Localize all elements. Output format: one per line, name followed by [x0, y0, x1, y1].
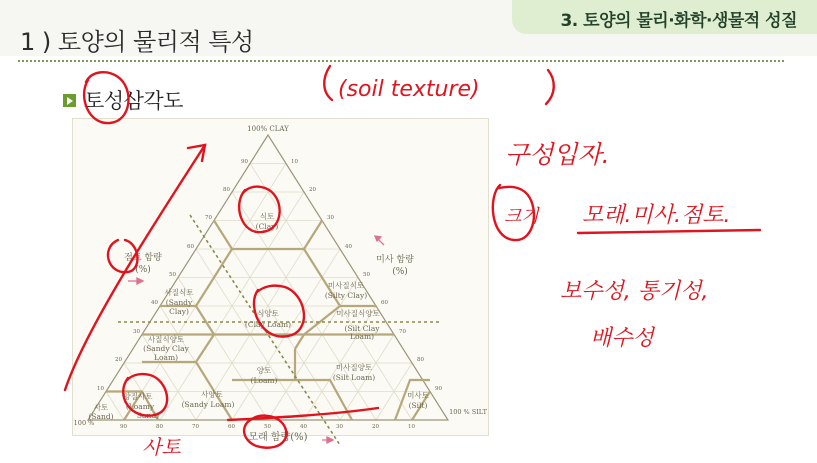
bottom-tick: 50 [264, 424, 271, 430]
class-silty-clay-loam-en: (Silt Clay [344, 324, 380, 333]
class-clay-ko: 식토 [259, 212, 275, 221]
class-sandy-loam-en: (Sandy Loam) [181, 400, 235, 409]
sand-corner-label: 100 % [73, 419, 95, 427]
note-size-list: 모래.미사.점토. [582, 203, 731, 228]
class-sandy-clay-en: (Sandy [165, 298, 193, 307]
class-loamy-sand-en2: Sand) [136, 411, 160, 420]
right-tick: 20 [309, 187, 316, 193]
section-title: 3. 토양의 물리·화학·생물적 성질 [560, 11, 797, 31]
right-tick: 30 [327, 215, 334, 221]
class-clay-loam-en: (Clay Loam) [244, 320, 292, 329]
texture-class-labels [88, 211, 429, 421]
left-tick: 20 [115, 357, 122, 363]
bottom-tick: 60 [228, 424, 235, 430]
right-tick: 90 [435, 386, 442, 392]
left-axis-unit: (%) [135, 265, 151, 275]
note-sand: 사토 [142, 435, 181, 459]
class-sand-ko: 사토 [93, 403, 109, 412]
class-sandy-clay-en2: Clay) [169, 307, 189, 316]
note-properties-1: 보수성, 통기성, [560, 279, 709, 304]
subtitle-label: 토성삼각도 [84, 89, 183, 113]
bottom-tick: 10 [408, 424, 415, 430]
left-tick: 70 [205, 215, 212, 221]
class-silty-clay-ko: 미사질식토 [327, 281, 365, 290]
page-title: 1 ) 토양의 물리적 특성 [20, 28, 254, 56]
circle-subtitle [84, 72, 128, 123]
class-clay-en: (Clay) [255, 222, 279, 231]
class-silty-clay-loam-en2: Loam) [349, 332, 375, 341]
class-loam-ko: 양토 [256, 366, 272, 375]
silt-corner-label: 100 % SILT [449, 408, 487, 416]
class-silt-ko: 미사토 [407, 391, 429, 400]
apex-label: 100% CLAY [247, 125, 289, 133]
tick-labels [97, 159, 442, 430]
class-loam-en: (Loam) [250, 376, 278, 385]
bottom-tick: 80 [156, 424, 163, 430]
left-tick: 10 [97, 386, 104, 392]
bracket-left [324, 66, 332, 100]
note-properties-2: 배수성 [590, 326, 654, 351]
class-silty-clay-en: (Silty Clay) [324, 291, 368, 300]
class-sandy-clay-loam-en: (Sandy Clay [143, 344, 189, 353]
bottom-tick: 70 [192, 424, 199, 430]
bottom-axis-label: 모래 함량(%) [248, 432, 308, 443]
bracket-right [546, 70, 554, 104]
class-loamy-sand-ko: 양질사토 [123, 392, 153, 401]
bottom-tick: 30 [336, 424, 343, 430]
right-tick: 80 [417, 357, 424, 363]
class-silt-loam-en: (Silt Loam) [332, 373, 376, 382]
right-tick: 50 [363, 272, 370, 278]
left-tick: 80 [223, 187, 230, 193]
right-axis-unit: (%) [392, 267, 408, 277]
class-silt-en: (Silt) [408, 401, 428, 410]
right-tick: 60 [381, 300, 388, 306]
left-tick: 50 [169, 272, 176, 278]
class-silt-loam-ko: 미사질양토 [335, 363, 373, 372]
left-tick: 40 [151, 300, 158, 306]
class-sand-en: (Sand) [88, 412, 114, 421]
left-axis-label: 점토 함량 [124, 253, 162, 263]
right-tick: 70 [399, 329, 406, 335]
bottom-tick: 20 [372, 424, 379, 430]
bottom-tick: 40 [300, 424, 307, 430]
class-loamy-sand-en: (Loamy [125, 402, 155, 411]
class-sandy-clay-loam-en2: Loam) [153, 353, 179, 362]
right-tick: 40 [345, 244, 352, 250]
bottom-tick: 90 [120, 424, 127, 430]
note-soil-texture: (soil texture) [338, 77, 480, 102]
class-sandy-clay-ko: 사질식토 [164, 288, 194, 297]
left-tick: 90 [241, 159, 248, 165]
left-tick: 60 [187, 244, 194, 250]
class-silty-clay-loam-ko: 미사질식양토 [336, 309, 380, 318]
class-sandy-loam-ko: 사양토 [201, 390, 223, 399]
class-clay-loam-ko: 식양토 [257, 309, 279, 318]
note-size: 크기 [504, 206, 539, 227]
right-tick: 10 [291, 159, 298, 165]
left-tick: 30 [133, 329, 140, 335]
class-sandy-clay-loam-ko: 사질식양토 [147, 335, 185, 344]
note-particle-ratio: 구성입자. [505, 140, 610, 169]
underline-size-list [578, 230, 760, 233]
right-axis-label: 미사 함량 [376, 255, 414, 265]
